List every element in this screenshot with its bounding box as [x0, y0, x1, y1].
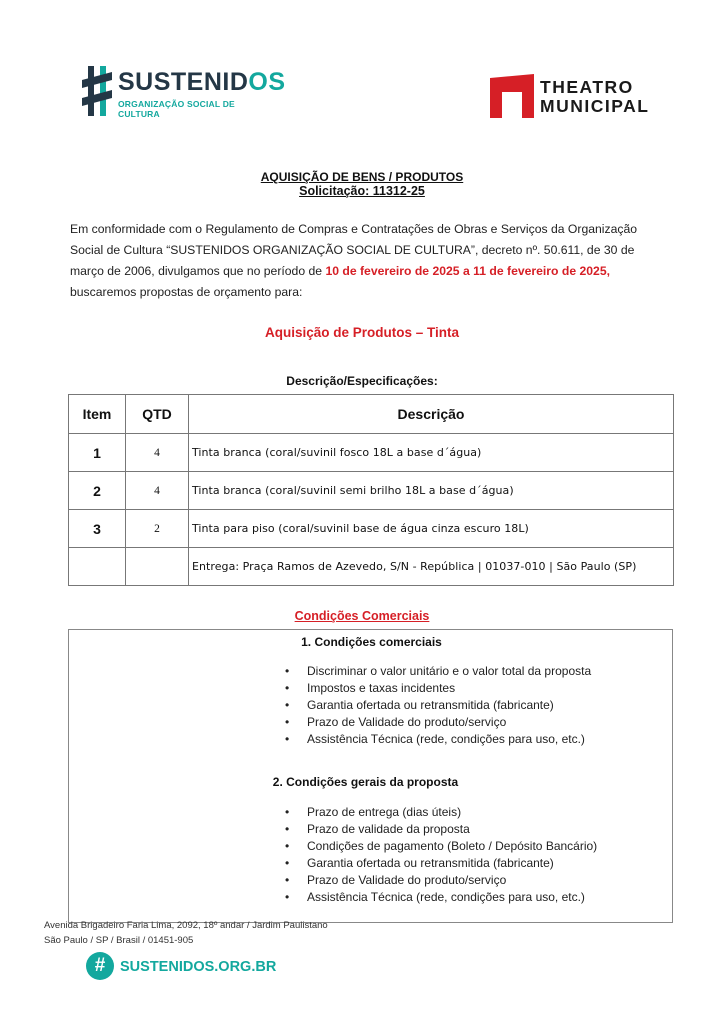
- table-row: [69, 548, 674, 586]
- document-title: AQUISIÇÃO DE BENS / PRODUTOS: [260, 170, 464, 184]
- items-table: [68, 394, 674, 586]
- conditions-title: Condições Comerciais: [294, 609, 430, 623]
- header-qtd: QTD: [126, 395, 189, 434]
- description-heading: Descrição/Especificações:: [286, 374, 438, 388]
- cell-qtd: 2: [126, 510, 189, 548]
- cell-item: 1: [69, 434, 126, 472]
- list-item: • Prazo de entrega (dias úteis): [283, 804, 597, 821]
- list-item: • Garantia ofertada ou retransmitida (fabricante): [283, 697, 591, 714]
- footer-address: [44, 918, 328, 948]
- conditions-box: [68, 629, 673, 923]
- table-header-row: [69, 395, 674, 434]
- conditions-section2-heading: 2. Condições gerais da proposta: [272, 775, 459, 789]
- theatro-municipal-logo: [490, 74, 660, 118]
- cell-description: Tinta para piso (coral/suvinil base de água cinza escuro 18L): [189, 510, 674, 548]
- sustenidos-logo: [80, 64, 286, 120]
- hashtag-logo-icon: [80, 64, 114, 118]
- conditions-section1-heading: 1. Condições comerciais: [301, 635, 442, 649]
- cell-item: [69, 548, 126, 586]
- table-row: [69, 434, 674, 472]
- header-description: Descrição: [189, 395, 674, 434]
- logo-line-theatro: THEATRO: [540, 77, 634, 97]
- list-item: • Discriminar o valor unitário e o valor total da proposta: [283, 663, 591, 680]
- list-item: • Impostos e taxas incidentes: [283, 680, 591, 697]
- cell-item: 3: [69, 510, 126, 548]
- logo-line-municipal: MUNICIPAL: [540, 96, 650, 116]
- theatro-arch-icon: [490, 74, 534, 118]
- hashtag-icon: #: [86, 952, 114, 980]
- intro-paragraph: Em conformidade com o Regulamento de Compras e Contratações de Obras e Serviços da Organização Social de Cultura “SUSTENIDOS ORGANIZAÇÃO SOCIAL DE CULTURA”, decreto nº. 50.611, de 30 de março de 2006, divulgamos que no período de 10 de fevereiro de 2025 a 11 de fevereiro de 2025, buscaremos propostas de orçamento para:: [70, 222, 638, 299]
- cell-qtd: 4: [126, 434, 189, 472]
- list-item: • Prazo de Validade do produto/serviço: [283, 714, 591, 731]
- list-item: • Garantia ofertada ou retransmitida (fabricante): [283, 855, 597, 872]
- conditions-section2-list: [283, 804, 597, 906]
- subject-heading: Aquisição de Produtos – Tinta: [264, 325, 460, 340]
- list-item: • Prazo de validade da proposta: [283, 821, 597, 838]
- cell-item: 2: [69, 472, 126, 510]
- period-highlight: 10 de fevereiro de 2025 a 11 de fevereiro de 2025,: [325, 264, 610, 278]
- solicitation-number: Solicitação: 11312-25: [299, 184, 425, 198]
- conditions-section1-list: [283, 663, 591, 748]
- cell-description: Tinta branca (coral/suvinil semi brilho 18L a base d´água): [189, 472, 674, 510]
- list-item: • Assistência Técnica (rede, condições para uso, etc.): [283, 731, 591, 748]
- table-row: [69, 510, 674, 548]
- list-item: • Condições de pagamento (Boleto / Depósito Bancário): [283, 838, 597, 855]
- table-row: [69, 472, 674, 510]
- list-item: • Prazo de Validade do produto/serviço: [283, 872, 597, 889]
- header-item: Item: [69, 395, 126, 434]
- cell-description: Tinta branca (coral/suvinil fosco 18L a base d´água): [189, 434, 674, 472]
- cell-delivery-address: Entrega: Praça Ramos de Azevedo, S/N - República | 01037-010 | São Paulo (SP): [189, 548, 674, 586]
- list-item: • Assistência Técnica (rede, condições para uso, etc.): [283, 889, 597, 906]
- footer-address-line2: São Paulo / SP / Brasil / 01451-905: [44, 935, 194, 946]
- logo-brand-text: SUSTENIDOS: [118, 68, 286, 96]
- logo-subtitle: ORGANIZAÇÃO SOCIAL DE CULTURA: [118, 99, 235, 119]
- cell-qtd: 4: [126, 472, 189, 510]
- website-link[interactable]: SUSTENIDOS.ORG.BR: [120, 959, 277, 975]
- footer-address-line1: Avenida Brigadeiro Faria Lima, 2092, 18º andar / Jardim Paulistano: [44, 920, 328, 931]
- cell-qtd: [126, 548, 189, 586]
